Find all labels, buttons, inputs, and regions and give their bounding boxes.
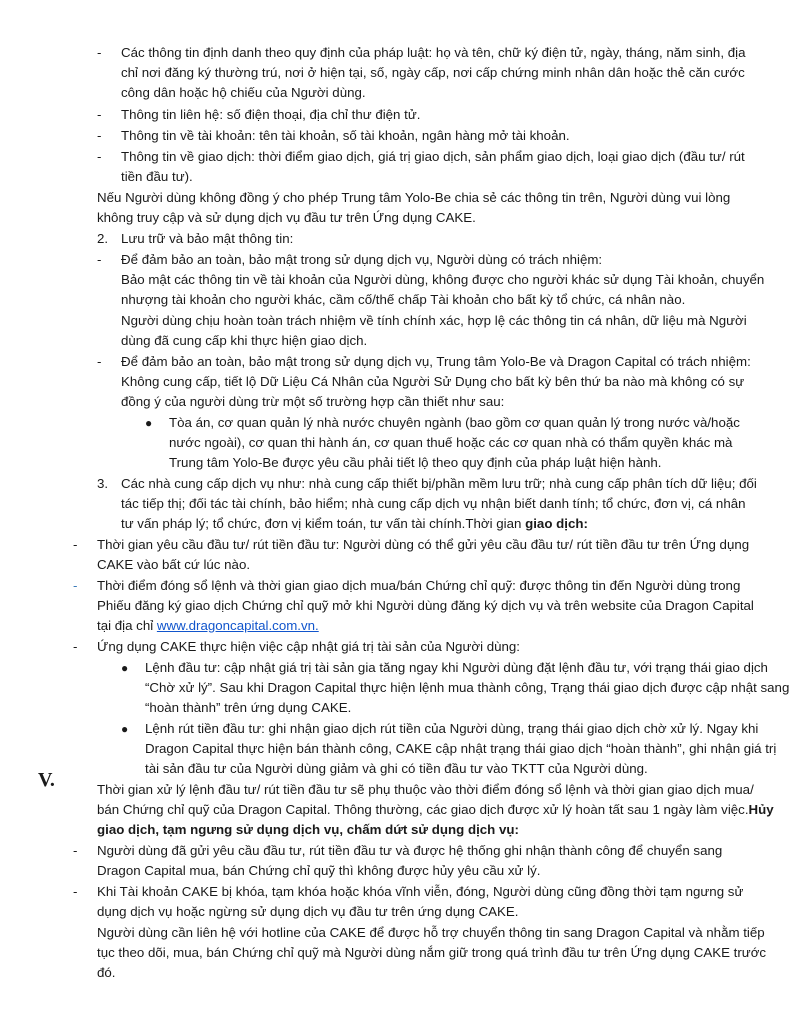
hotline-line-1: Người dùng cần liên hệ với hotline của CAKE để được hỗ trợ chuyển thông tin sang Dragon Capital và nhằm tiếp [97, 925, 765, 940]
list-dash: - [73, 639, 78, 654]
transaction-info-line-2: tiền đầu tư). [121, 169, 193, 184]
identity-info-line-3: công dân hoặc hộ chiếu của Người dùng. [121, 85, 366, 100]
list-dash: - [73, 884, 78, 899]
hotline-line-3: đó. [97, 965, 116, 980]
consent-line-1: Nếu Người dùng không đồng ý cho phép Trung tâm Yolo-Be chia sẻ các thông tin trên, Người dùng vui lòng [97, 190, 731, 205]
account-lock-line-1: Khi Tài khoản CAKE bị khóa, tạm khóa hoặc khóa vĩnh viễn, đóng, Người dùng cũng đồng thời tạm ngưng sử [97, 884, 744, 899]
providers-line-2: tác tiếp thị; đối tác tài chính, bảo hiểm; nhà cung cấp dịch vụ nhận biết danh tính; tổ chức, đơn vị, cá nhân [121, 496, 746, 511]
bullet-icon: ● [121, 661, 129, 675]
consent-line-2: không truy cập và sử dụng dịch vụ đầu tư trên Ứng dụng CAKE. [97, 210, 476, 225]
user-responsibility-line-4: Người dùng chịu hoàn toàn trách nhiệm về tính chính xác, hợp lệ các thông tin cá nhân, dữ liệu mà Người [121, 313, 747, 328]
dragon-capital-link[interactable]: www.dragoncapital.com.vn. [156, 618, 319, 633]
bullet-icon: ● [121, 722, 129, 736]
withdraw-order-line-2: Dragon Capital thực hiện bán thành công, CAKE cập nhật trạng thái giao dịch “hoàn thành”, ghi nhận giá trị [145, 741, 777, 756]
section-3-number: 3. [97, 476, 109, 491]
list-dash: - [73, 537, 78, 552]
user-responsibility-line-2: Bảo mật các thông tin về tài khoản của Người dùng, không được cho người khác sử dụng Tài khoản, chuyển [121, 272, 765, 287]
list-dash: - [97, 252, 102, 267]
asset-update-line: Ứng dụng CAKE thực hiện việc cập nhật giá trị tài sản của Người dùng: [97, 639, 520, 654]
cancel-heading: giao dịch, tạm ngưng sử dụng dịch vụ, chấm dứt sử dụng dịch vụ: [97, 822, 519, 837]
authority-line-3: Trung tâm Yolo-Be được yêu cầu phải tiết lộ theo quy định của pháp luật hiện hành. [169, 455, 662, 470]
processing-time-line-2-text: bán Chứng chỉ quỹ của Dragon Capital. Thông thường, các giao dịch được xử lý hoàn tất sau 1 ngày làm việc. [97, 802, 749, 817]
identity-info-line-2: chỉ nơi đăng ký thường trú, nơi ở hiện tại, số, ngày cấp, nơi cấp chứng minh nhân dân hoặc thẻ căn cước [121, 65, 745, 80]
invest-order-line-3: “hoàn thành” trên ứng dụng CAKE. [145, 700, 352, 715]
close-time-line-3-text: tại địa chỉ [97, 618, 157, 633]
authority-line-2: nước ngoài), cơ quan thi hành án, cơ quan thuế hoặc các cơ quan nhà có thẩm quyền khác mà [169, 435, 733, 450]
hotline-line-2: tục theo dõi, mua, bán Chứng chỉ quỹ mà Người dùng nắm giữ trong quá trình đầu tư trên Ứng dụng CAKE trước [97, 945, 767, 960]
request-time-line-2: CAKE vào bất cứ lúc nào. [97, 557, 251, 572]
bullet-icon: ● [145, 416, 153, 430]
list-dash: - [97, 107, 102, 122]
processing-time-line-2 [97, 800, 774, 820]
dc-responsibility-line-1: Để đảm bảo an toàn, bảo mật trong sử dụng dịch vụ, Trung tâm Yolo-Be và Dragon Capital có trách nhiệm: [121, 354, 751, 369]
processing-time-line-1: Thời gian xử lý lệnh đầu tư/ rút tiền đầu tư sẽ phụ thuộc vào thời điểm đóng sổ lệnh và thời gian giao dịch mua/ [97, 782, 754, 797]
identity-info-line-1: Các thông tin định danh theo quy định của pháp luật: họ và tên, chữ ký điện tử, ngày, tháng, năm sinh, địa [121, 45, 746, 60]
section-v-numeral: V. [38, 769, 55, 791]
dc-responsibility-line-2: Không cung cấp, tiết lộ Dữ Liệu Cá Nhân của Người Sử Dụng cho bất kỳ bên thứ ba nào mà không có sự [121, 374, 745, 389]
list-dash: - [97, 149, 102, 164]
providers-line-3 [121, 514, 588, 534]
user-responsibility-line-1: Để đảm bảo an toàn, bảo mật trong sử dụng dịch vụ, Người dùng có trách nhiệm: [121, 252, 603, 267]
account-lock-line-2: dụng dịch vụ hoặc ngừng sử dụng dịch vụ đầu tư trên ứng dụng CAKE. [97, 904, 519, 919]
no-cancel-line-2: Dragon Capital mua, bán Chứng chỉ quỹ thì không được hủy yêu cầu xử lý. [97, 863, 541, 878]
transaction-time-heading: giao dịch: [525, 516, 588, 531]
close-time-line-1: Thời điểm đóng sổ lệnh và thời gian giao dịch mua/bán Chứng chỉ quỹ: được thông tin đến Người dùng trong [97, 578, 741, 593]
close-time-line-2: Phiếu đăng ký giao dịch Chứng chỉ quỹ mở khi Người dùng đăng ký dịch vụ và trên website của Dragon Capital [97, 598, 754, 613]
transaction-info-line-1: Thông tin về giao dịch: thời điểm giao dịch, giá trị giao dịch, sản phẩm giao dịch, loại giao dịch (đầu tư/ rút [121, 149, 745, 164]
user-responsibility-line-3: nhượng tài khoản cho người khác, cầm cố/thế chấp Tài khoản cho bất kỳ tổ chức, cá nhân nào. [121, 292, 686, 307]
list-dash: - [97, 354, 102, 369]
no-cancel-line-1: Người dùng đã gửi yêu cầu đầu tư, rút tiền đầu tư và được hệ thống ghi nhận thành công để chuyển sang [97, 843, 723, 858]
dc-responsibility-line-3: đồng ý của người dùng trừ một số trường hợp cần thiết như sau: [121, 394, 505, 409]
providers-line-3-text: tư vấn pháp lý; tổ chức, đơn vị kiểm toán, tư vấn tài chính.Thời gian [121, 516, 526, 531]
withdraw-order-line-1: Lệnh rút tiền đầu tư: ghi nhận giao dịch rút tiền của Người dùng, trạng thái giao dịch chờ xử lý. Ngay khi [145, 721, 759, 736]
cancel-heading-start: Hủy [748, 802, 774, 817]
request-time-line-1: Thời gian yêu cầu đầu tư/ rút tiền đầu tư: Người dùng có thể gửi yêu cầu đầu tư/ rút tiền đầu tư trên Ứng dụng [97, 537, 750, 552]
list-dash: - [97, 128, 102, 143]
list-dash: - [73, 578, 78, 593]
section-2-number: 2. [97, 231, 109, 246]
user-responsibility-line-5: dùng đã cung cấp khi thực hiện giao dịch. [121, 333, 368, 348]
invest-order-line-2: “Chờ xử lý”. Sau khi Dragon Capital thực hiện lệnh mua thành công, Trạng thái giao dịch được cập nhật sang [145, 680, 790, 695]
invest-order-line-1: Lệnh đầu tư: cập nhật giá trị tài sản gia tăng ngay khi Người dùng đặt lệnh đầu tư, với trạng thái giao dịch [145, 660, 768, 675]
contact-info-line: Thông tin liên hệ: số điện thoại, địa chỉ thư điện tử. [121, 107, 421, 122]
list-dash: - [97, 45, 102, 60]
authority-line-1: Tòa án, cơ quan quản lý nhà nước chuyên ngành (bao gồm cơ quan quản lý trong nước và/hoặc [169, 415, 740, 430]
list-dash: - [73, 843, 78, 858]
close-time-line-3 [97, 616, 319, 636]
account-info-line: Thông tin về tài khoản: tên tài khoản, số tài khoản, ngân hàng mở tài khoản. [121, 128, 570, 143]
withdraw-order-line-3: tài sản đầu tư của Người dùng giảm và ghi có tiền đầu tư vào TKTT của Người dùng. [145, 761, 648, 776]
providers-line-1: Các nhà cung cấp dịch vụ như: nhà cung cấp thiết bị/phần mềm lưu trữ; nhà cung cấp phân tích dữ liệu; đối [121, 476, 757, 491]
section-2-title: Lưu trữ và bảo mật thông tin: [121, 231, 294, 246]
